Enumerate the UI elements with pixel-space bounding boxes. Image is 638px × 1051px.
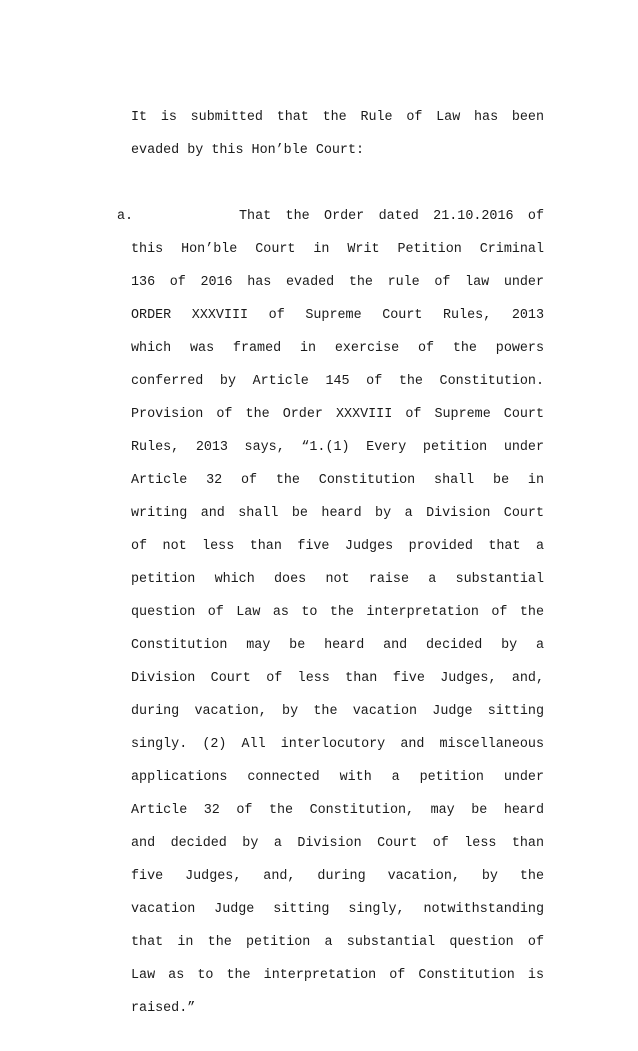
item-a-line: this Hon’ble Court in Writ Petition Criminal — [131, 242, 544, 257]
item-a-line: raised.” — [131, 1001, 196, 1016]
item-a-line: vacation Judge sitting singly, notwithstanding — [131, 902, 544, 917]
item-a-line: and decided by a Division Court of less than — [131, 836, 544, 851]
item-a-first-line: That the Order dated 21.10.2016 of — [239, 209, 544, 224]
item-a-line: ORDER XXXVIII of Supreme Court Rules, 2013 — [131, 308, 544, 323]
item-a-line: Division Court of less than five Judges, and, — [131, 671, 544, 686]
item-a-line: Provision of the Order XXXVIII of Supreme Court — [131, 407, 544, 422]
item-a-line: writing and shall be heard by a Division Court — [131, 506, 544, 521]
item-a-line: Article 32 of the Constitution shall be in — [131, 473, 544, 488]
item-a-line: during vacation, by the vacation Judge sitting — [131, 704, 544, 719]
item-a-line: which was framed in exercise of the powers — [131, 341, 544, 356]
intro-paragraph — [131, 101, 544, 167]
intro-line-1: It is submitted that the Rule of Law has been — [131, 110, 544, 125]
item-a-line: applications connected with a petition under — [131, 770, 544, 785]
intro-line-2: evaded by this Hon’ble Court: — [131, 143, 365, 158]
item-a-line: petition which does not raise a substantial — [131, 572, 544, 587]
item-a-line: Article 32 of the Constitution, may be heard — [131, 803, 544, 818]
item-a-line: Law as to the interpretation of Constitution is — [131, 968, 544, 983]
item-a-line: five Judges, and, during vacation, by the — [131, 869, 544, 884]
item-a-line: question of Law as to the interpretation of the — [131, 605, 544, 620]
item-a-line: Rules, 2013 says, “1.(1) Every petition under — [131, 440, 544, 455]
item-a-line: Constitution may be heard and decided by a — [131, 638, 544, 653]
item-a-line: 136 of 2016 has evaded the rule of law under — [131, 275, 544, 290]
list-marker-a: a. — [117, 209, 134, 224]
item-a-line: singly. (2) All interlocutory and miscellaneous — [131, 737, 544, 752]
item-a-paragraph — [131, 233, 544, 1025]
item-a-line: that in the petition a substantial question of — [131, 935, 544, 950]
item-a-line: of not less than five Judges provided that a — [131, 539, 544, 554]
item-a-line: conferred by Article 145 of the Constitution. — [131, 374, 544, 389]
